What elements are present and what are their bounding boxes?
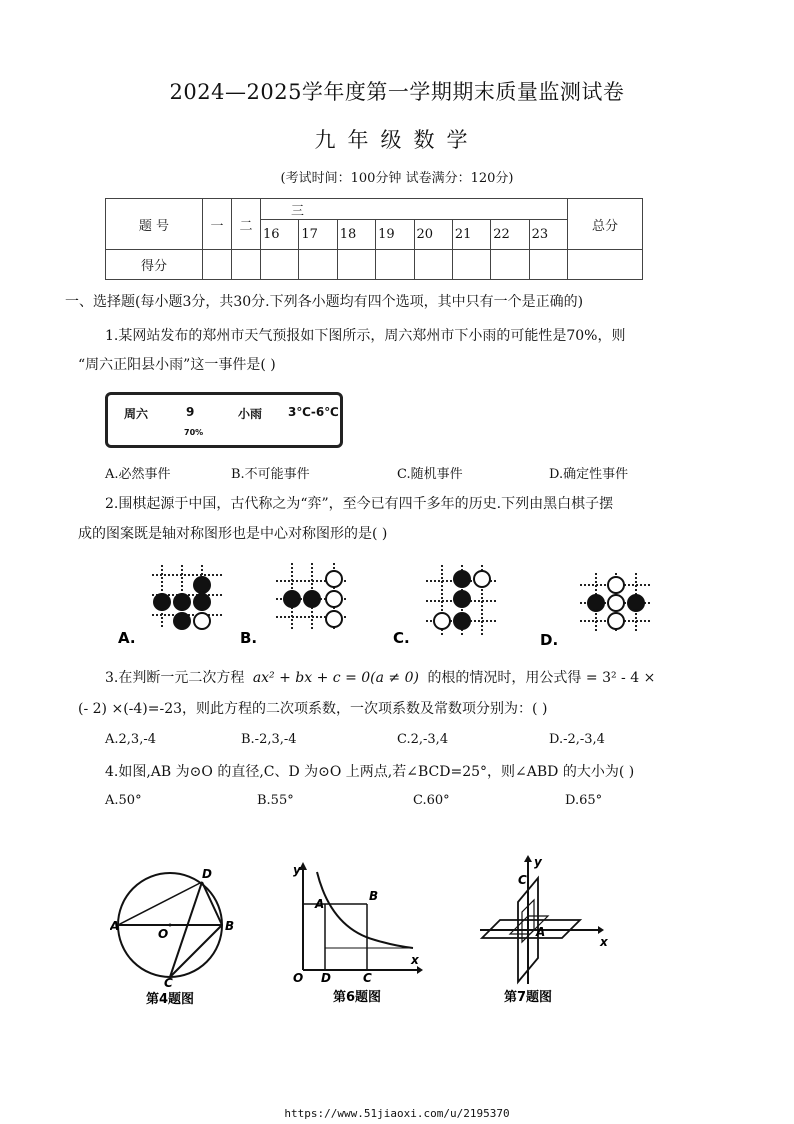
q3-line1-end: 的根的情况时，用公式得 = 3² - 4 × <box>427 670 656 686</box>
fig4-caption: 第4题图 <box>146 992 195 1007</box>
fig6-label-c: C <box>363 971 372 985</box>
go-patterns-figure <box>100 555 680 655</box>
go-label-d: D. <box>540 631 559 649</box>
q3-option-b[interactable]: B.-2,3,-4 <box>241 732 297 747</box>
score-cell[interactable] <box>376 250 414 280</box>
score-row2-label: 得分 <box>106 250 203 280</box>
score-sub-col: 16 <box>261 220 299 250</box>
fig7-label-x: x <box>600 935 608 949</box>
q3-option-a[interactable]: A.2,3,-4 <box>105 732 156 747</box>
weather-num: 9 <box>186 405 195 419</box>
q4-option-c[interactable]: C.60° <box>413 793 450 808</box>
q1-option-a[interactable]: A.必然事件 <box>105 467 171 482</box>
go-label-a: A. <box>118 629 136 647</box>
score-sub-col: 21 <box>452 220 490 250</box>
q1-option-b[interactable]: B.不可能事件 <box>231 467 310 482</box>
q4-line1: 4.如图,AB 为⊙O 的直径,C、D 为⊙O 上两点,若∠BCD=25°，则∠ABD 的大小为( ) <box>105 764 635 780</box>
q3-option-c[interactable]: C.2,-3,4 <box>397 732 449 747</box>
fig6-label-a: A <box>315 897 325 911</box>
score-cell[interactable] <box>414 250 452 280</box>
fig6-label-b: B <box>369 889 379 903</box>
q4-option-d[interactable]: D.65° <box>565 793 603 808</box>
score-cell[interactable] <box>568 250 643 280</box>
q1-option-d[interactable]: D.确定性事件 <box>549 467 629 482</box>
score-cell[interactable] <box>529 250 567 280</box>
fig6-label-d: D <box>321 971 331 985</box>
fig4-label-b: B <box>225 919 235 933</box>
weather-forecast-box <box>105 392 343 448</box>
score-sub-col: 17 <box>299 220 337 250</box>
figure-7-axes <box>470 852 610 1010</box>
exam-info: (考试时间：100分钟 试卷满分：120分) <box>280 171 514 186</box>
q3-equation: ax² + bx + c = 0(a ≠ 0) <box>252 670 419 686</box>
score-cell[interactable] <box>337 250 375 280</box>
score-cell[interactable] <box>491 250 529 280</box>
score-col-three: 三 <box>261 199 568 220</box>
score-sub-col: 19 <box>376 220 414 250</box>
fig6-label-y: y <box>293 863 301 877</box>
fig4-label-c: C <box>164 976 173 990</box>
fig6-label-x: x <box>411 953 419 967</box>
q1-line2: “周六正阳县小雨”这一事件是( ) <box>78 357 276 373</box>
q1-option-c[interactable]: C.随机事件 <box>397 467 463 482</box>
score-sub-col: 23 <box>529 220 567 250</box>
fig7-label-a: A <box>536 925 546 939</box>
weather-day: 周六 <box>124 407 149 421</box>
fig6-label-o: O <box>293 971 304 985</box>
score-cell[interactable] <box>299 250 337 280</box>
score-sub-col: 18 <box>337 220 375 250</box>
score-table <box>105 198 643 280</box>
figure-6-hyperbola <box>285 858 425 1010</box>
score-total-label: 总分 <box>568 199 643 250</box>
q2-line1: 2.围棋起源于中国，古代称之为“弈”，至今已有四千多年的历史.下列由黑白棋子摆 <box>105 496 614 512</box>
score-sub-col: 22 <box>491 220 529 250</box>
q1-line1: 1.某网站发布的郑州市天气预报如下图所示，周六郑州市下小雨的可能性是70%，则 <box>105 328 626 344</box>
q2-line2: 成的图案既是轴对称图形也是中心对称图形的是( ) <box>78 526 388 542</box>
fig7-label-y: y <box>534 855 542 869</box>
score-col-two: 二 <box>232 199 261 250</box>
footer-url[interactable]: https://www.51jiaoxi.com/u/2195370 <box>284 1107 510 1120</box>
q3-line1 <box>105 668 655 688</box>
exam-subject: 九年级数学 <box>314 128 480 152</box>
figure-4-circle <box>110 860 250 1010</box>
fig6-caption: 第6题图 <box>333 990 382 1005</box>
q4-option-b[interactable]: B.55° <box>257 793 294 808</box>
weather-temp: 3℃-6℃ <box>288 405 339 419</box>
weather-cond: 小雨 <box>238 407 263 421</box>
fig7-label-c: C <box>518 873 527 887</box>
go-label-b: B. <box>240 629 258 647</box>
score-cell[interactable] <box>452 250 490 280</box>
score-col-one: 一 <box>203 199 232 250</box>
q4-option-a[interactable]: A.50° <box>105 793 142 808</box>
fig4-label-a: A <box>110 919 120 933</box>
score-cell[interactable] <box>203 250 232 280</box>
go-label-c: C. <box>393 629 410 647</box>
fig4-label-d: D <box>202 867 212 881</box>
weather-prob: 70% <box>184 428 204 437</box>
q3-option-d[interactable]: D.-2,-3,4 <box>549 732 605 747</box>
score-cell[interactable] <box>232 250 261 280</box>
section-heading: 一、选择题(每小题3分，共30分.下列各小题均有四个选项，其中只有一个是正确的) <box>65 294 584 310</box>
fig4-label-o: O <box>158 927 169 941</box>
q3-line2: (- 2) ×(-4)=-23，则此方程的二次项系数，一次项系数及常数项分别为：( ) <box>78 701 548 717</box>
fig7-caption: 第7题图 <box>504 990 553 1005</box>
q3-line1-start: 3.在判断一元二次方程 <box>105 670 245 686</box>
score-sub-col: 20 <box>414 220 452 250</box>
score-cell[interactable] <box>261 250 299 280</box>
exam-title: 2024—2025学年度第一学期期末质量监测试卷 <box>169 80 625 104</box>
score-row-label: 题 号 <box>106 199 203 250</box>
